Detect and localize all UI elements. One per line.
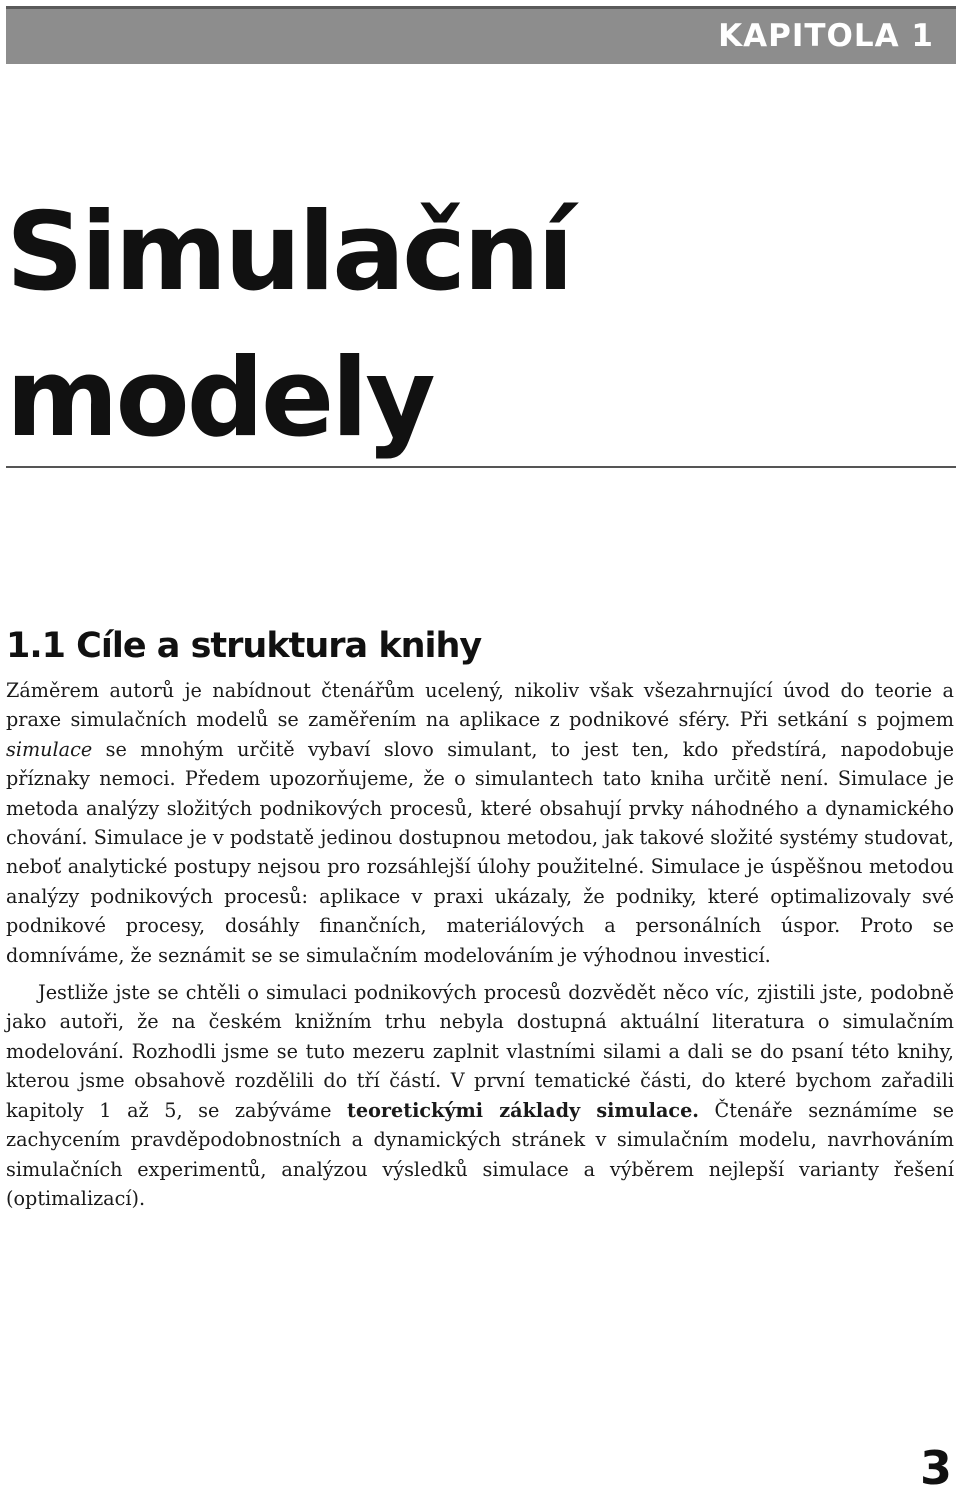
paragraph-1 — [6, 676, 954, 970]
paragraph-2-part-2: Čtenáře seznámíme se zachycením pravděpodobnostních a dynamických stránek v simulačním modelu, navrhováním simulačních experimentů, analýzou výsledků simulace a výběrem nejlepší varianty řešení (optimalizací). — [6, 1098, 954, 1210]
section-heading: 1.1 Cíle a struktura knihy — [6, 626, 482, 666]
paragraph-1-part-1: Záměrem autorů je nabídnout čtenářům ucelený, nikoliv však všezahrnující úvod do teorie a praxe simulačních modelů se zaměřením na aplikace z podnikové sféry. Při setkání s pojmem — [6, 679, 954, 732]
chapter-title — [6, 180, 571, 472]
paragraph-2 — [6, 978, 954, 1213]
body-text — [6, 676, 954, 1213]
chapter-title-line-2: modely — [6, 336, 433, 461]
chapter-title-line-1: Simulační — [6, 190, 572, 315]
paragraph-2-part-1: Jestliže jste se chtěli o simulaci podnikových procesů dozvědět něco víc, zjistili jste, podobně jako autoři, že na českém knižním trhu nebyla dostupná aktuální literatura o simulačním modelování. Rozhodli jsme se tuto mezeru zaplnit vlastními silami a dali se do psaní této knihy, kterou jsme obsahově rozdělili do tří částí. V první tematické části, do které bychom zařadili kapitoly 1 až 5, se zabýváme — [6, 981, 954, 1122]
paragraph-2-bold: teoretickými základy simulace. — [347, 1098, 699, 1122]
paragraph-1-part-2: se mnohým určitě vybaví slovo simulant, to jest ten, kdo předstírá, napodobuje příznaky nemoci. Předem upozorňujeme, že o simulantech tato kniha určitě není. Simulace je metoda analýzy složitých podnikových procesů, které obsahují prvky náhodného a dynamického chování. Simulace je v podstatě jedinou dostupnou metodou, jak takové složité systémy studovat, neboť analytické postupy nejsou pro rozsáhlejší úlohy použitelné. Simulace je úspěšnou metodou analýzy podnikových procesů: aplikace v praxi ukázaly, že podniky, které optimalizovaly své podnikové procesy, dosáhly finančních, materiálových a personálních úspor. Proto se domníváme, že seznámit se se simulačním modelováním je výhodnou investicí. — [6, 737, 954, 967]
chapter-label: KAPITOLA 1 — [718, 18, 934, 54]
chapter-header-bar — [6, 6, 956, 64]
paragraph-1-emphasis: simulace — [6, 737, 93, 761]
title-divider — [6, 466, 956, 468]
page-number: 3 — [919, 1441, 952, 1495]
